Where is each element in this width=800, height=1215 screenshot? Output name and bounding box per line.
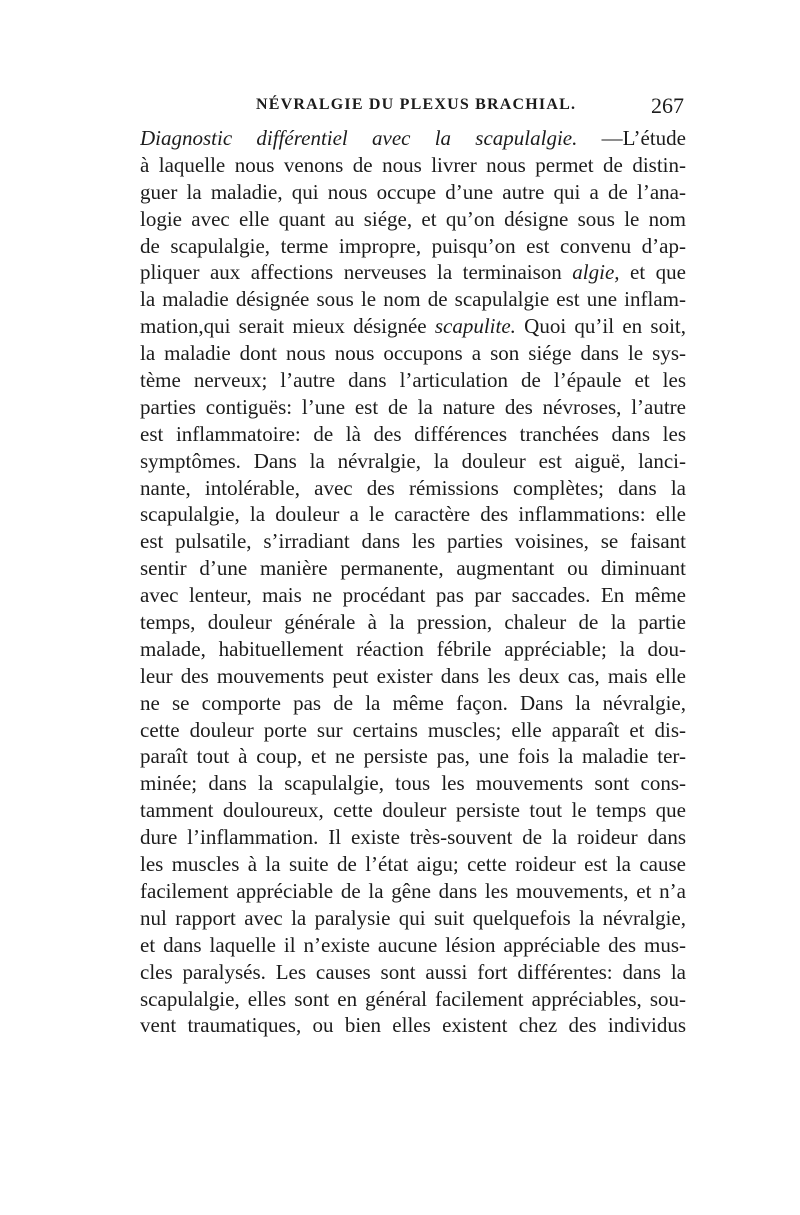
running-title: NÉVRALGIE DU PLEXUS BRACHIAL. — [256, 96, 577, 113]
page-number: 267 — [651, 93, 684, 118]
text-line — [140, 233, 686, 260]
text-line — [140, 367, 686, 394]
text-line — [140, 743, 686, 770]
text-line — [140, 286, 686, 313]
text-line — [140, 690, 686, 717]
text-line — [140, 959, 686, 986]
text-segment: ne se comporte pas de la même façon. Dans la névralgie, — [140, 690, 686, 715]
text-segment: leur des mouvements peut exister dans les deux cas, mais elle — [140, 663, 686, 688]
text-segment: mation,qui serait mieux désignée — [140, 314, 435, 339]
text-line — [140, 555, 686, 582]
text-line — [140, 1012, 686, 1039]
text-segment: guer la maladie, qui nous occupe d’une autre qui a de l’ana- — [140, 179, 686, 204]
text-line — [140, 394, 686, 421]
text-segment: nul rapport avec la paralysie qui suit quelquefois la névralgie, — [140, 905, 686, 930]
text-line — [140, 152, 686, 179]
text-line — [140, 851, 686, 878]
text-segment: minée; dans la scapulalgie, tous les mouvements sont cons- — [140, 771, 686, 796]
text-segment: pliquer aux affections nerveuses la terminaison — [140, 260, 573, 285]
text-line — [140, 313, 686, 340]
text-line — [140, 824, 686, 851]
text-segment: cles paralysés. Les causes sont aussi fort différentes: dans la — [140, 959, 686, 984]
text-segment: dure l’inflammation. Il existe très-souvent de la roideur dans — [140, 825, 686, 850]
text-line — [140, 636, 686, 663]
text-segment: tème nerveux; l’autre dans l’articulation de l’épaule et les — [140, 368, 686, 393]
text-line — [140, 421, 686, 448]
text-segment: de scapulalgie, terme impropre, puisqu’on est convenu d’ap- — [140, 233, 686, 258]
text-line — [140, 932, 686, 959]
text-segment: est pulsatile, s’irradiant dans les parties voisines, se faisant — [140, 529, 686, 554]
italic-text: scapulite. — [434, 314, 516, 339]
text-segment: la maladie désignée sous le nom de scapulalgie est une inflam- — [140, 287, 686, 312]
text-line — [140, 448, 686, 475]
text-segment: tamment douloureux, cette douleur persiste tout le temps que — [140, 798, 686, 823]
text-segment: sentir d’une manière permanente, augmentant ou diminuant — [140, 556, 686, 581]
text-line — [140, 663, 686, 690]
text-line — [140, 609, 686, 636]
text-segment: est inflammatoire: de là des différences tranchées dans les — [140, 421, 686, 446]
text-segment: nante, intolérable, avec des rémissions complètes; dans la — [140, 475, 686, 500]
text-segment: cette douleur porte sur certains muscles; elle apparaît et dis- — [140, 717, 686, 742]
text-line — [140, 501, 686, 528]
text-line — [140, 770, 686, 797]
text-segment: les muscles à la suite de l’état aigu; cette roideur est la cause — [140, 852, 686, 877]
text-segment: avec lenteur, mais ne procédant pas par saccades. En même — [140, 583, 686, 608]
text-segment: scapulalgie, la douleur a le caractère des inflammations: elle — [140, 502, 686, 527]
text-segment: paraît tout à coup, et ne persiste pas, une fois la maladie ter- — [140, 744, 686, 769]
text-segment: malade, habituellement réaction fébrile appréciable; la dou- — [140, 636, 686, 661]
text-segment: logie avec elle quant au siége, et qu’on désigne sous le nom — [140, 206, 686, 231]
text-line — [140, 717, 686, 744]
text-segment: Quoi qu’il en soit, — [515, 314, 686, 339]
text-line — [140, 259, 686, 286]
text-line — [140, 582, 686, 609]
text-line — [140, 878, 686, 905]
text-segment: à laquelle nous venons de nous livrer nous permet de distin- — [140, 152, 686, 177]
text-segment: —L’étude — [577, 126, 686, 150]
text-line — [140, 206, 686, 233]
text-segment: facilement appréciable de la gêne dans les mouvements, et n’a — [140, 878, 686, 903]
text-segment: vent traumatiques, ou bien elles existent chez des individus — [140, 1013, 686, 1038]
italic-text: Diagnostic différentiel avec la scapulalgie. — [140, 126, 578, 150]
body-text — [140, 125, 686, 1039]
running-head — [140, 93, 688, 121]
text-segment: et que — [619, 260, 686, 285]
italic-text: algie, — [572, 260, 620, 285]
text-line — [140, 125, 686, 152]
text-segment: symptômes. Dans la névralgie, la douleur est aiguë, lanci- — [140, 448, 686, 473]
text-line — [140, 179, 686, 206]
text-line — [140, 905, 686, 932]
text-segment: et dans laquelle il n’existe aucune lésion appréciable des mus- — [140, 932, 686, 957]
text-segment: parties contiguës: l’une est de la nature des névroses, l’autre — [140, 394, 686, 419]
text-line — [140, 340, 686, 367]
text-segment: scapulalgie, elles sont en général facilement appréciables, sou- — [140, 986, 686, 1011]
text-line — [140, 528, 686, 555]
text-line — [140, 986, 686, 1013]
text-segment: la maladie dont nous nous occupons a son siége dans le sys- — [140, 341, 686, 366]
text-segment: temps, douleur générale à la pression, chaleur de la partie — [140, 610, 686, 635]
text-line — [140, 475, 686, 502]
text-line — [140, 797, 686, 824]
